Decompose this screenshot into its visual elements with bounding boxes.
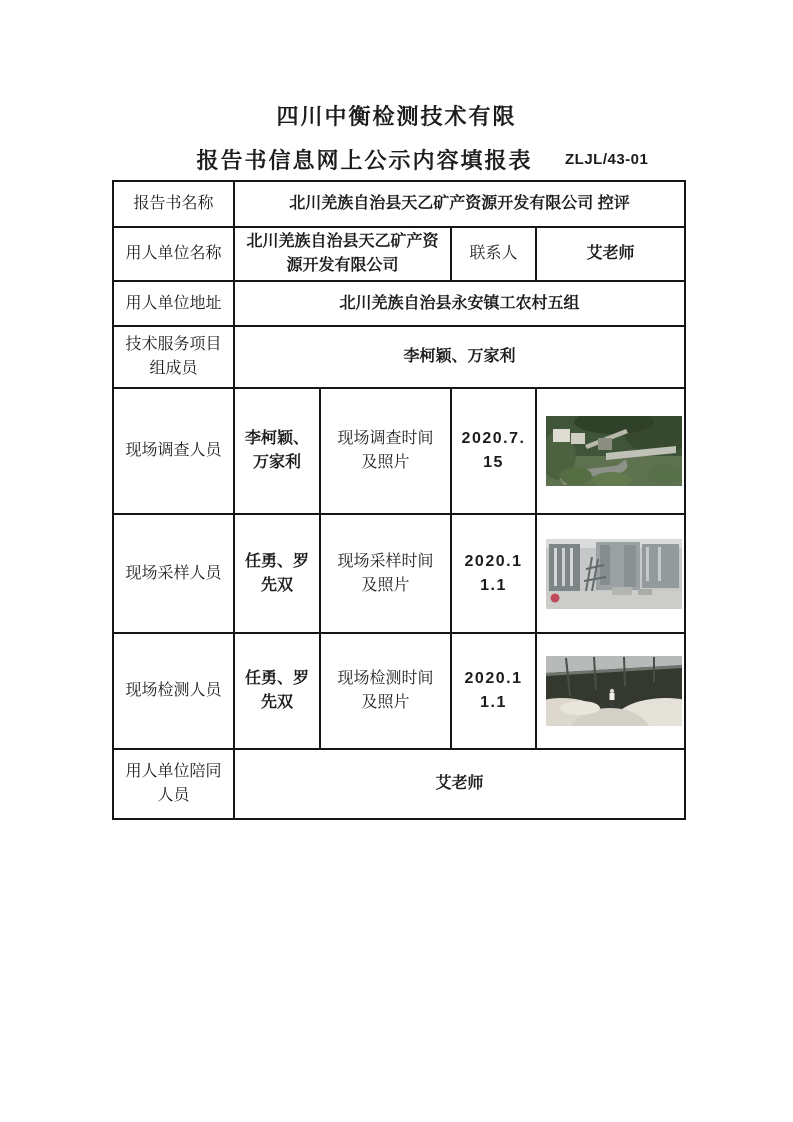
site-testing-label: 现场检测人员 (113, 633, 234, 749)
row-team-members (113, 326, 685, 388)
report-name-value: 北川羌族自治县天乙矿产资源开发有限公司 控评 (234, 181, 685, 227)
form-title-row (0, 144, 793, 174)
site-sampling-label: 现场采样人员 (113, 514, 234, 633)
site-sampling-photo (546, 539, 682, 609)
row-employer-address (113, 281, 685, 326)
factory-equipment-photo-art (546, 539, 682, 609)
site-survey-personnel: 李柯颖、万家利 (234, 388, 320, 514)
contact-label: 联系人 (451, 227, 536, 281)
contact-value: 艾老师 (536, 227, 685, 281)
employer-address-value: 北川羌族自治县永安镇工农村五组 (234, 281, 685, 326)
team-members-value: 李柯颖、万家利 (234, 326, 685, 388)
site-sampling-personnel: 任勇、罗先双 (234, 514, 320, 633)
site-sampling-date: 2020.11.1 (451, 514, 536, 633)
row-site-survey (113, 388, 685, 514)
row-site-sampling (113, 514, 685, 633)
page-title: 四川中衡检测技术有限 (276, 104, 517, 129)
employer-name-value: 北川羌族自治县天乙矿产资源开发有限公司 (234, 227, 451, 281)
report-form-table (112, 180, 686, 820)
hillside-plant-photo-art (546, 416, 682, 486)
site-survey-photo-cell (536, 388, 685, 514)
site-sampling-photo-cell (536, 514, 685, 633)
employer-name-label: 用人单位名称 (113, 227, 234, 281)
employer-address-label: 用人单位地址 (113, 281, 234, 326)
site-survey-date: 2020.7.15 (451, 388, 536, 514)
site-testing-date: 2020.11.1 (451, 633, 536, 749)
row-report-name (113, 181, 685, 227)
accompanying-label: 用人单位陪同人员 (113, 749, 234, 819)
site-sampling-time-label: 现场采样时间及照片 (320, 514, 451, 633)
warehouse-pile-photo-art (546, 656, 682, 726)
site-testing-photo-cell (536, 633, 685, 749)
accompanying-value: 艾老师 (234, 749, 685, 819)
site-testing-photo (546, 656, 682, 726)
row-accompanying (113, 749, 685, 819)
site-testing-time-label: 现场检测时间及照片 (320, 633, 451, 749)
row-site-testing (113, 633, 685, 749)
form-title: 报告书信息网上公示内容填报表 (196, 148, 533, 173)
team-members-label: 技术服务项目组成员 (113, 326, 234, 388)
report-name-label: 报告书名称 (113, 181, 234, 227)
site-survey-time-label: 现场调查时间及照片 (320, 388, 451, 514)
row-employer-name (113, 227, 685, 281)
doc-code: ZLJL/43-01 (565, 151, 649, 168)
site-testing-personnel: 任勇、罗先双 (234, 633, 320, 749)
site-survey-photo (546, 416, 682, 486)
site-survey-label: 现场调查人员 (113, 388, 234, 514)
